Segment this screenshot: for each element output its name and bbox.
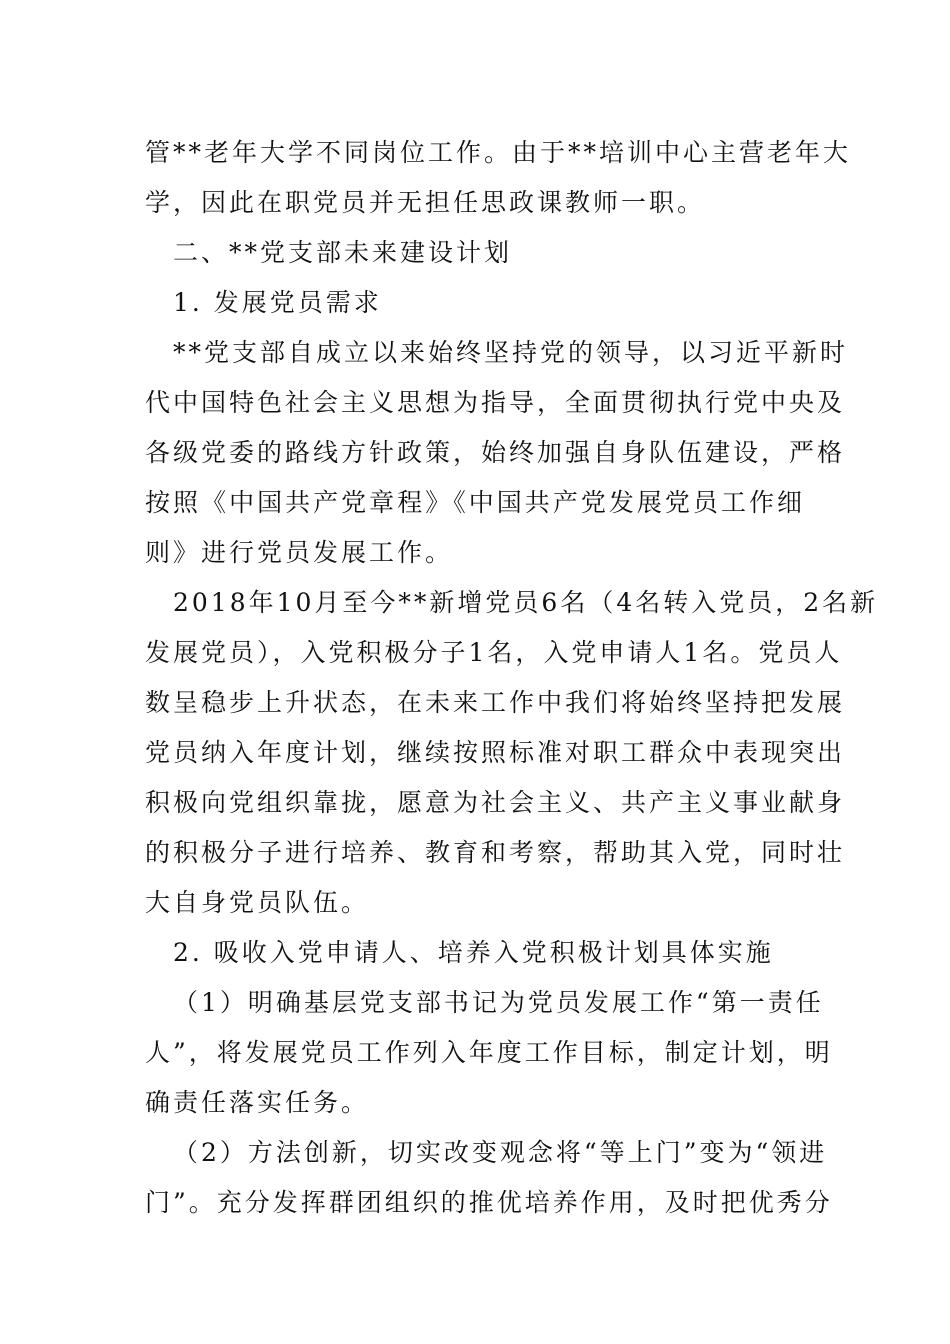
- text-line: 2018年10月至今**新增党员6名（4名转入党员，2名新: [173, 588, 879, 617]
- paragraph-member-growth: [145, 578, 879, 928]
- subsection-heading-2-2: [145, 928, 805, 978]
- text-line: 代中国特色社会主义思想为指导，全面贯彻执行党中央及: [145, 388, 846, 417]
- text-line: 积极向党组织靠拢，愿意为社会主义、共产主义事业献身: [145, 788, 846, 817]
- heading-text: 2. 吸收入党申请人、培养入党积极计划具体实施: [173, 938, 774, 967]
- paragraph-party-leadership: [145, 328, 849, 578]
- text-line: **党支部自成立以来始终坚持党的领导，以习近平新时: [173, 338, 849, 367]
- section-heading-2: [145, 228, 805, 278]
- text-line: 门”。充分发挥群团组织的推优培养作用，及时把优秀分: [145, 1188, 833, 1217]
- text-line: 则》进行党员发展工作。: [145, 538, 454, 567]
- text-line: 党员纳入年度计划，继续按照标准对职工群众中表现突出: [145, 738, 846, 767]
- text-line: 学，因此在职党员并无担任思政课教师一职。: [145, 188, 706, 217]
- document-body: [145, 128, 879, 1228]
- paragraph-item-1: [145, 978, 833, 1128]
- subsection-heading-2-1: [145, 278, 805, 328]
- text-line: 按照《中国共产党章程》《中国共产党发展党员工作细: [145, 488, 805, 517]
- text-line: （1）明确基层党支部书记为党员发展工作“第一责任: [173, 988, 824, 1017]
- heading-text: 二、**党支部未来建设计划: [173, 238, 513, 267]
- paragraph-continuation: [145, 128, 852, 228]
- text-line: （2）方法创新，切实改变观念将“等上门”变为“领进: [173, 1138, 828, 1167]
- text-line: 的积极分子进行培养、教育和考察，帮助其入党，同时壮: [145, 838, 846, 867]
- text-line: 大自身党员队伍。: [145, 888, 370, 917]
- text-line: 人”，将发展党员工作列入年度工作目标，制定计划，明: [145, 1038, 833, 1067]
- paragraph-item-2: [145, 1128, 833, 1228]
- heading-text: 1. 发展党员需求: [173, 288, 382, 317]
- text-line: 发展党员），入党积极分子1名，入党申请人1名。党员人: [145, 638, 843, 667]
- text-line: 数呈稳步上升状态，在未来工作中我们将始终坚持把发展: [145, 688, 846, 717]
- text-line: 各级党委的路线方针政策，始终加强自身队伍建设，严格: [145, 438, 846, 467]
- text-line: 管**老年大学不同岗位工作。由于**培训中心主营老年大: [145, 138, 852, 167]
- text-line: 确责任落实任务。: [145, 1088, 370, 1117]
